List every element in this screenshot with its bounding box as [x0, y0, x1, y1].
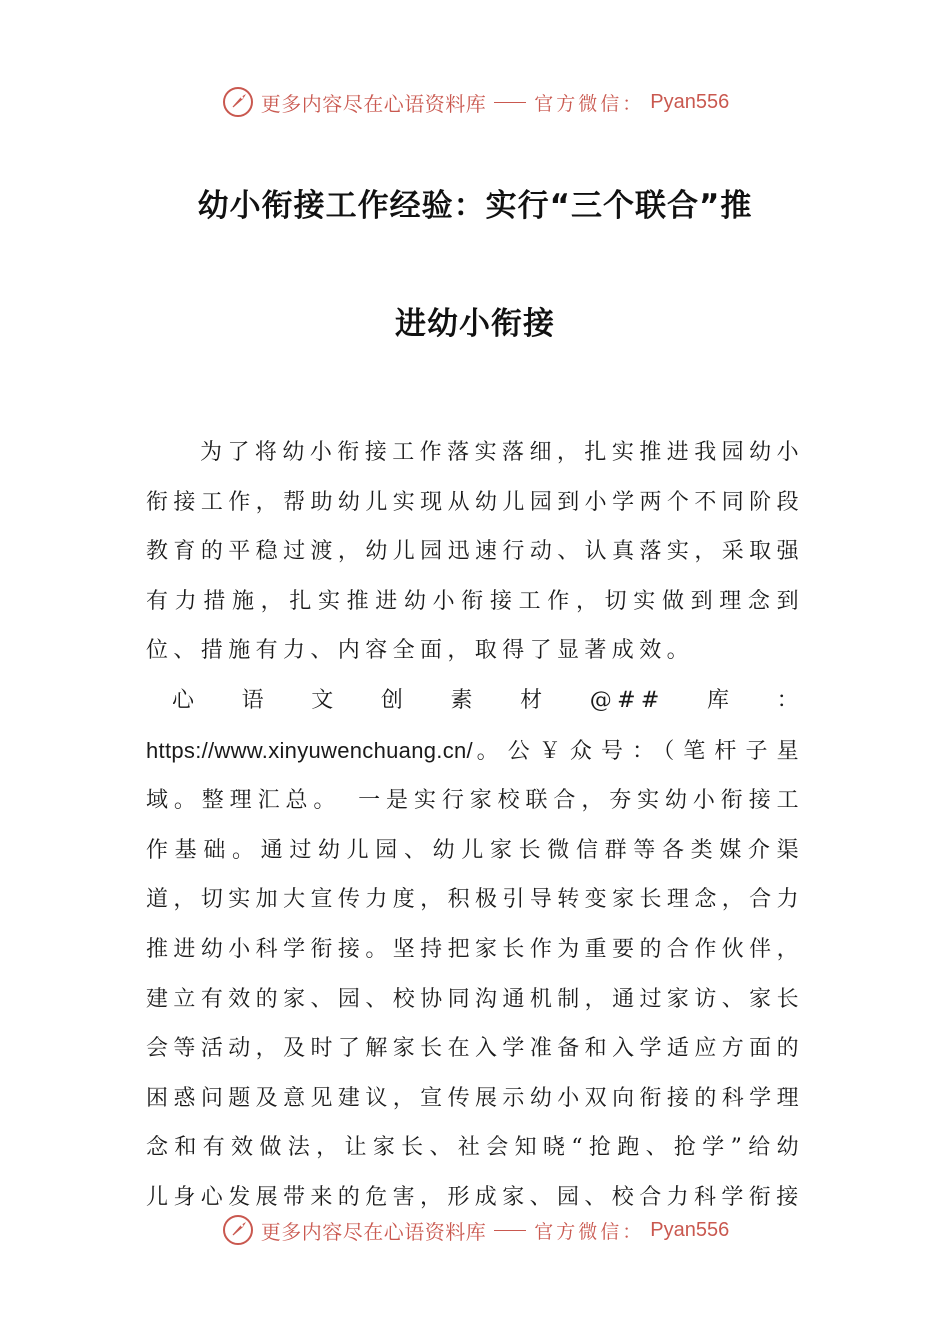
paragraph-2-text: 。公￥众号：（笔杆子星域。整理汇总。 一是实行家校联合，夯实幼小衔接工作基础。通过幼儿园、幼儿家长微信群等各类媒介渠道，切实加大宣传力度，积极引导转变家长理念，合力推进幼小科学衔接。坚持把家长作为重要的合作伙伴，建立有效的家、园、校协同沟通机制，通过家访、家长会等活动，及时了解家长在入学准备和入学适应方面的困惑问题及意见建议，宣传展示幼小双向衔接的科学理念和有效做法，让家长、社会知晓“抢跑、抢学”给幼儿身心发展带来的危害，形成家、园、校合力科学衔接 — [146, 738, 804, 1210]
page-title-line-1: 幼小衔接工作经验：实行“三个联合”推 — [197, 188, 753, 224]
footer-banner-text: 更多内容尽在心语资料库 — [260, 1219, 487, 1244]
pen-nib-circle-icon — [221, 1213, 255, 1247]
footer-wechat-label: 官方微信： — [534, 1220, 645, 1243]
footer-wechat-id: Pyan556 — [650, 1218, 730, 1241]
banner-wechat-id: Pyan556 — [650, 90, 730, 113]
header-banner — [0, 80, 950, 124]
document-body — [146, 428, 804, 1223]
footer-banner-dash — [494, 1230, 526, 1231]
banner-dash — [494, 102, 526, 103]
banner-wechat-label: 官方微信： — [534, 92, 645, 115]
paragraph-2-prefix: 心语文创素材@##库： — [172, 687, 804, 713]
pen-nib-circle-icon — [221, 85, 255, 119]
page-title-line-2: 进幼小衔接 — [395, 306, 555, 342]
paragraph-2 — [146, 676, 804, 1223]
footer-banner — [0, 1208, 950, 1252]
paragraph-1: 为了将幼小衔接工作落实落细，扎实推进我园幼小衔接工作，帮助幼儿实现从幼儿园到小学两个不同阶段教育的平稳过渡，幼儿园迅速行动、认真落实，采取强有力措施，扎实推进幼小衔接工作，切实做到理念到位、措施有力、内容全面，取得了显著成效。 — [146, 440, 804, 664]
banner-text: 更多内容尽在心语资料库 — [260, 91, 487, 116]
source-url-link[interactable]: https://www.xinyuwenchuang.cn/ — [146, 737, 473, 763]
